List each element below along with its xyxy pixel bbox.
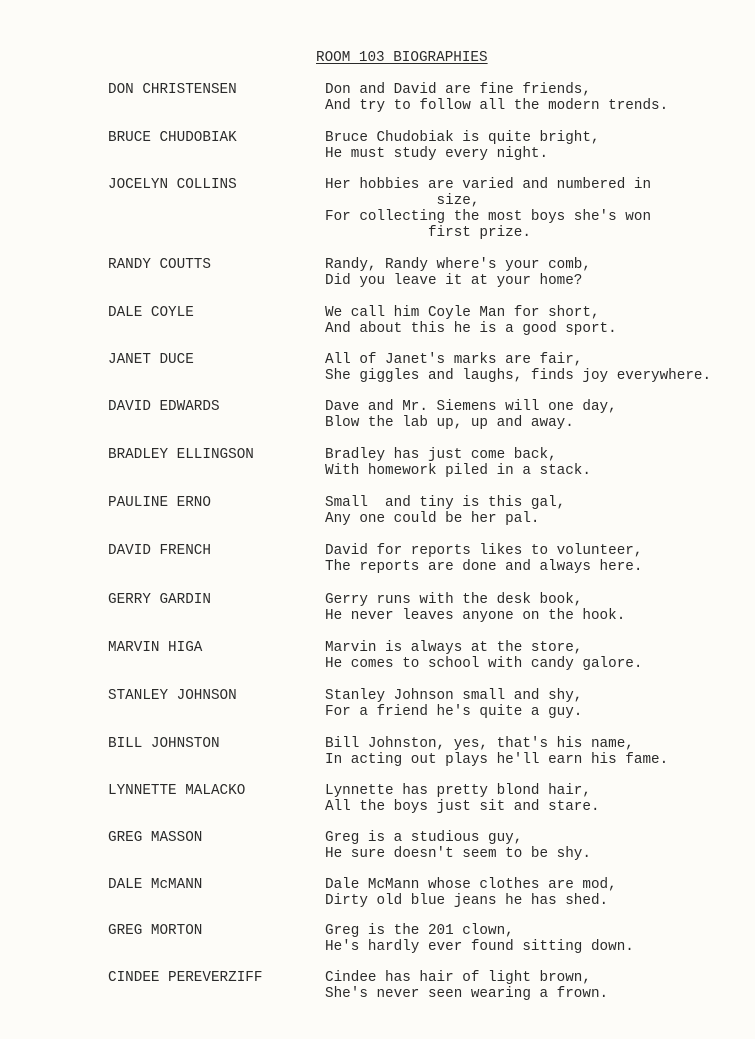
verse-line: Blow the lab up, up and away. [325,415,574,431]
verse-line: Don and David are fine friends, [325,82,591,98]
verse-line: Any one could be her pal. [325,511,540,527]
student-name: RANDY COUTTS [108,257,211,273]
verse-line: Gerry runs with the desk book, [325,592,583,608]
verse-line: All of Janet's marks are fair, [325,352,583,368]
verse-line: The reports are done and always here. [325,559,643,575]
student-name: DALE COYLE [108,305,194,321]
biography-verse [325,305,617,337]
verse-line: She giggles and laughs, finds joy everywhere. [325,368,712,384]
student-name: JOCELYN COLLINS [108,177,237,193]
student-name: JANET DUCE [108,352,194,368]
verse-line: Marvin is always at the store, [325,640,583,656]
verse-line: In acting out plays he'll earn his fame. [325,752,669,768]
student-name: BILL JOHNSTON [108,736,220,752]
biography-verse [325,592,625,624]
student-name: LYNNETTE MALACKO [108,783,246,799]
verse-line: Dirty old blue jeans he has shed. [325,893,609,909]
biography-verse [325,82,668,114]
biography-verse [325,923,634,955]
verse-line: Bill Johnston, yes, that's his name, [325,736,634,752]
biography-verse [325,130,600,162]
verse-line: Dale McMann whose clothes are mod, [325,877,617,893]
verse-line: Randy, Randy where's your comb, [325,257,591,273]
biography-verse [325,177,651,241]
verse-line: With homework piled in a stack. [325,463,591,479]
page-title: ROOM 103 BIOGRAPHIES [316,50,488,66]
verse-line: All the boys just sit and stare. [325,799,600,815]
biography-verse [325,640,642,672]
student-name: DON CHRISTENSEN [108,82,237,98]
verse-line: Cindee has hair of light brown, [325,970,591,986]
biography-verse [325,495,565,527]
student-name: DAVID EDWARDS [108,399,220,415]
verse-line: size, [325,193,480,209]
verse-line: He must study every night. [325,146,549,162]
biography-verse [325,543,642,575]
biography-verse [325,830,591,862]
student-name: CINDEE PEREVERZIFF [108,970,263,986]
student-name: GERRY GARDIN [108,592,211,608]
verse-line: And try to follow all the modern trends. [325,98,669,114]
student-name: BRUCE CHUDOBIAK [108,130,237,146]
student-name: BRADLEY ELLINGSON [108,447,254,463]
student-name: GREG MASSON [108,830,203,846]
student-name: GREG MORTON [108,923,203,939]
biography-verse [325,399,617,431]
student-name: STANLEY JOHNSON [108,688,237,704]
verse-line: Dave and Mr. Siemens will one day, [325,399,617,415]
verse-line: For a friend he's quite a guy. [325,704,583,720]
verse-line: Bruce Chudobiak is quite bright, [325,130,600,146]
verse-line: She's never seen wearing a frown. [325,986,609,1002]
verse-line: Stanley Johnson small and shy, [325,688,583,704]
verse-line: Her hobbies are varied and numbered in [325,177,652,193]
verse-line: Greg is the 201 clown, [325,923,514,939]
verse-line: For collecting the most boys she's won [325,209,652,225]
biography-verse [325,352,711,384]
biography-verse [325,877,617,909]
student-name: MARVIN HIGA [108,640,203,656]
verse-line: He's hardly ever found sitting down. [325,939,634,955]
biography-verse [325,783,600,815]
verse-line: first prize. [325,225,531,241]
verse-line: And about this he is a good sport. [325,321,617,337]
verse-line: Bradley has just come back, [325,447,557,463]
verse-line: Greg is a studious guy, [325,830,523,846]
biography-verse [325,970,608,1002]
biography-verse [325,736,668,768]
verse-line: He never leaves anyone on the hook. [325,608,626,624]
verse-line: He sure doesn't seem to be shy. [325,846,591,862]
verse-line: Lynnette has pretty blond hair, [325,783,591,799]
biography-verse [325,257,591,289]
verse-line: We call him Coyle Man for short, [325,305,600,321]
verse-line: Did you leave it at your home? [325,273,583,289]
verse-line: David for reports likes to volunteer, [325,543,643,559]
biography-verse [325,688,582,720]
verse-line: He comes to school with candy galore. [325,656,643,672]
verse-line: Small and tiny is this gal, [325,495,566,511]
biography-verse [325,447,591,479]
student-name: DALE McMANN [108,877,203,893]
student-name: PAULINE ERNO [108,495,211,511]
student-name: DAVID FRENCH [108,543,211,559]
